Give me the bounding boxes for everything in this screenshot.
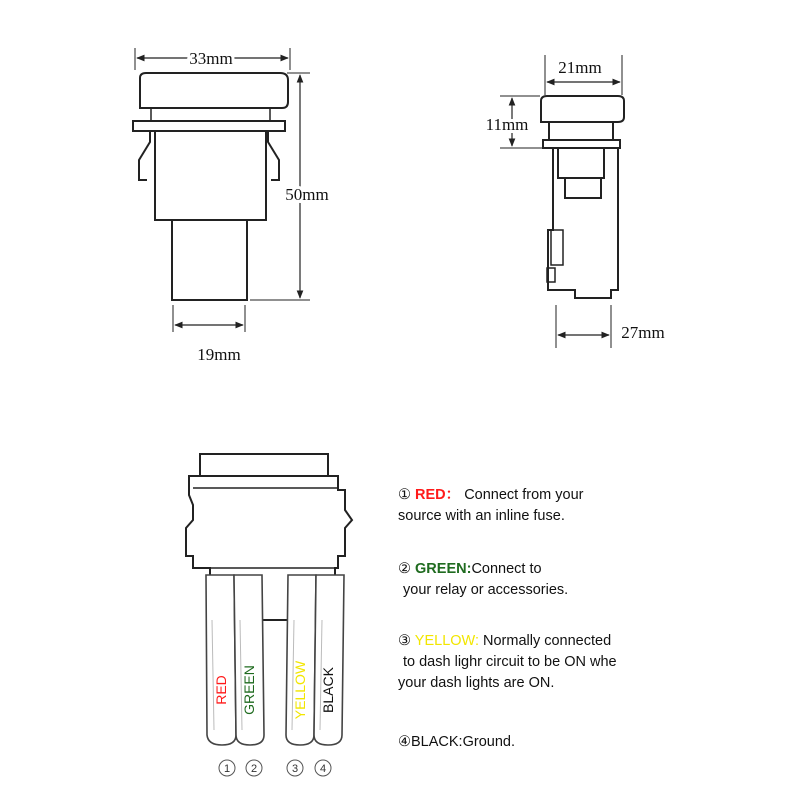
- dim-height: 50mm: [285, 185, 329, 204]
- dim-side-bottom-width: 27mm: [621, 323, 665, 342]
- wire-label-yellow: YELLOW: [292, 660, 308, 720]
- wire-number-4: 4: [319, 763, 327, 775]
- wire-tubes: [206, 575, 344, 745]
- wire-label-black: BLACK: [320, 667, 336, 713]
- legend-name-yellow: YELLOW:: [414, 633, 479, 649]
- wire-tube-4: [314, 575, 344, 745]
- rear-cap: [200, 454, 328, 476]
- legend-text: your relay or accessories.: [403, 582, 569, 598]
- legend-text: Connect from your: [464, 487, 584, 503]
- front-right-clip: [268, 131, 279, 180]
- wire-number-3: 3: [291, 763, 299, 775]
- legend-text: Normally connected: [483, 633, 612, 649]
- side-flange: [543, 140, 620, 148]
- legend-name-red: RED：: [415, 487, 461, 503]
- legend-text: Connect to: [471, 561, 542, 577]
- legend-item-green: [398, 559, 658, 601]
- wire-numbers: [219, 760, 331, 776]
- legend-name-black: BLACK:: [411, 734, 463, 750]
- legend-item-yellow: [398, 631, 658, 694]
- front-view: [133, 48, 310, 332]
- wire-tube-2: [234, 575, 264, 745]
- wire-number-2: 2: [250, 763, 258, 775]
- dim-side-top-width: 21mm: [558, 58, 602, 77]
- front-upper-body: [155, 131, 266, 220]
- legend-item-black: [398, 732, 658, 753]
- side-view: [500, 55, 624, 348]
- legend-text: to dash lighr circuit to be ON whe: [403, 654, 617, 670]
- legend-item-red: [398, 485, 658, 527]
- legend-number: ④: [398, 734, 411, 750]
- side-cap: [541, 96, 624, 122]
- wire-number-1: 1: [223, 763, 231, 775]
- legend-number: ③: [398, 633, 411, 649]
- legend-text: source with an inline fuse.: [398, 508, 565, 524]
- front-left-clip: [139, 131, 150, 180]
- legend-text: Ground.: [462, 734, 515, 750]
- wire-tube-1: [206, 575, 236, 745]
- legend-number: ②: [398, 561, 411, 577]
- front-lower-body: [172, 220, 247, 300]
- wire-label-green: GREEN: [241, 665, 257, 715]
- dim-bottom-width: 19mm: [197, 345, 241, 364]
- front-cap: [140, 73, 288, 108]
- dim-side-cap-height: 11mm: [485, 115, 529, 134]
- wire-label-red: RED: [213, 675, 229, 705]
- dim-top-width: 33mm: [189, 49, 233, 68]
- legend-number: ①: [398, 487, 411, 503]
- legend-text: your dash lights are ON.: [398, 675, 555, 691]
- front-flange: [133, 121, 285, 131]
- legend-name-green: GREEN:: [415, 561, 472, 577]
